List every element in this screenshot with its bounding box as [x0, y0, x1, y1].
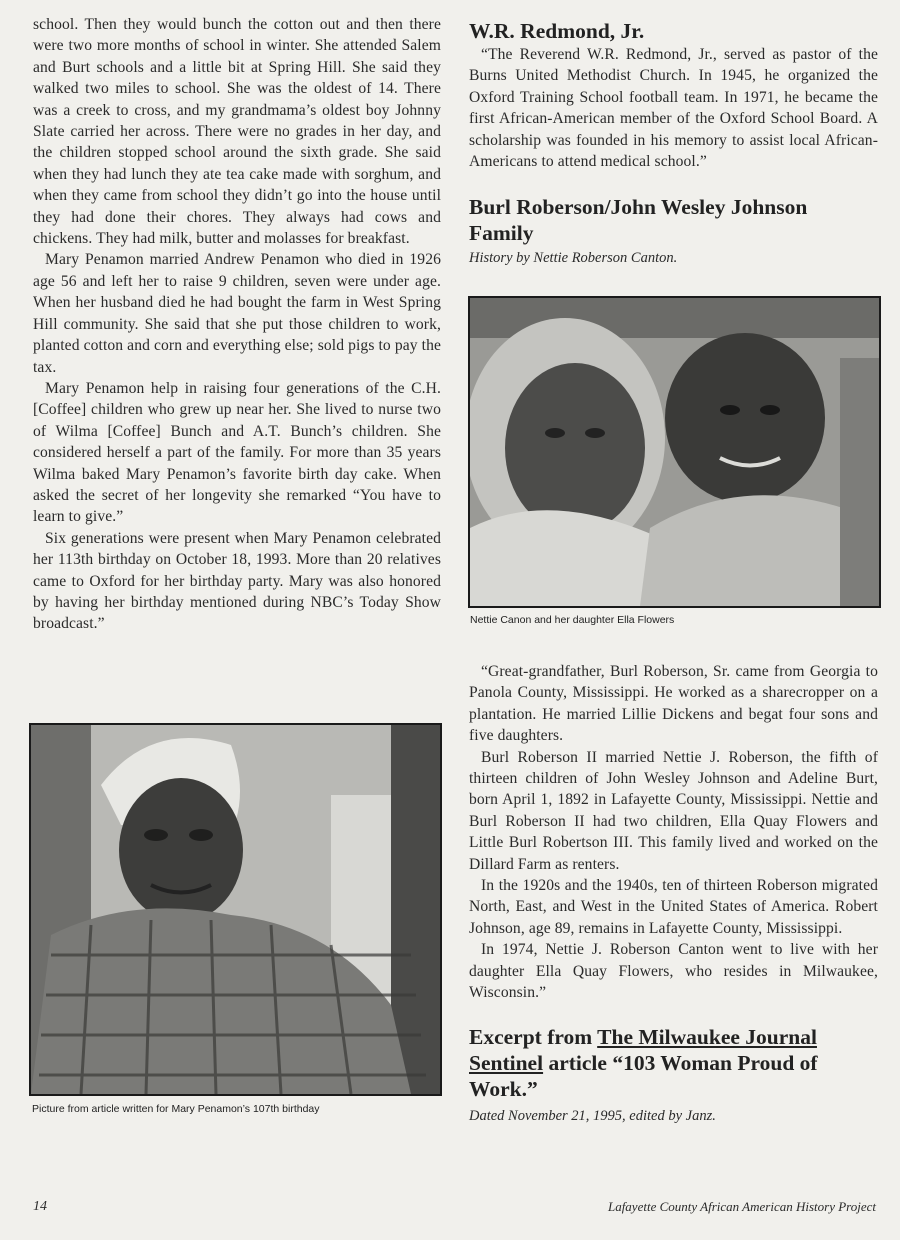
section-heading: W.R. Redmond, Jr.	[469, 19, 645, 43]
paragraph: Six generations were present when Mary Penamon celebrated her 113th birthday on October 18, 1993. More than 20 relatives came to Oxford for her birthday party. Mary was also honored by having her birthday mentioned during NBC’s Today Show broadcast.”	[33, 529, 441, 633]
newspaper-title: The Milwaukee Journal Sentinel	[469, 1024, 817, 1075]
heading-prefix: Excerpt from	[469, 1024, 598, 1049]
page-number: 14	[33, 1199, 47, 1214]
byline: History by Nettie Roberson Canton.	[469, 250, 678, 267]
paragraph: “The Reverend W.R. Redmond, Jr., served as pastor of the Burns United Methodist Church. In 1945, he organized the Oxford Training School football team. In 1971, he became the first African-American member of the Oxford School Board. A scholarship was founded in his memory to assist local African-Americans to attend medical school.”	[469, 46, 878, 171]
right-column-lower	[469, 661, 878, 1126]
paragraph: school. Then they would bunch the cotton out and then there were two more months of school in winter. She attended Salem and Burt schools and a little bit at Spring Hill. She said they walked two miles to school. She was the oldest of 14. There was a creek to cross, and my grandmama’s oldest boy Johnny Slate carried her across. There were no grades in her day, and the children stopped school around the sixth grade. She said when they had lunch they ate tea cake made with sorghum, and when they came from school they didn’t go into the house until they had done their chores. They always had cows and chickens. They had milk, butter and molasses for breakfast.	[33, 16, 441, 248]
byline: Dated November 21, 1995, edited by Janz.	[469, 1107, 716, 1124]
paragraph: Burl Roberson II married Nettie J. Roberson, the fifth of thirteen children of John Wesley Johnson and Adeline Burt, born April 1, 1892 in Lafayette County, Mississippi. Nettie and Burl Roberson II had two children, Ella Quay Flowers and Little Burl Robertson III. This family lived and worked on the Dillard Farm as renters.	[469, 748, 878, 873]
section-heading: Burl Roberson/John Wesley Johnson Family	[469, 195, 808, 246]
photo-caption: Picture from article written for Mary Penamon’s 107th birthday	[32, 1103, 320, 1115]
left-column	[33, 14, 441, 635]
photo-caption: Nettie Canon and her daughter Ella Flowers	[470, 614, 675, 626]
nettie-ella-photo	[468, 296, 881, 608]
right-column	[469, 14, 878, 268]
paragraph: Mary Penamon married Andrew Penamon who died in 1926 age 56 and left her to raise 9 children, seven were under age. When her husband died he had bought the farm in West Spring Hill community. She said that she put those children to work, planted cotton and corn and everything else; sold pigs to pay the tax.	[33, 251, 441, 376]
mary-penamon-photo	[29, 723, 442, 1096]
publication-title: Lafayette County African American History Project	[607, 1199, 876, 1214]
paragraph: In the 1920s and the 1940s, ten of thirteen Roberson migrated North, East, and West in the United States of America. Robert Johnson, age 89, remains in Lafayette County, Mississippi.	[469, 877, 878, 937]
section-heading	[469, 1024, 839, 1102]
paragraph: “Great-grandfather, Burl Roberson, Sr. came from Georgia to Panola County, Mississippi. He worked as a sharecropper on a plantation. He married Lillie Dickens and begat four sons and five daughters.	[469, 663, 878, 745]
paragraph: In 1974, Nettie J. Roberson Canton went to live with her daughter Ella Quay Flowers, who resides in Milwaukee, Wisconsin.”	[469, 941, 878, 1002]
heading-suffix: article “103 Woman Proud of Work.”	[469, 1050, 818, 1101]
paragraph: Mary Penamon help in raising four generations of the C.H. [Coffee] children who grew up near her. She lived to nurse two of Wilma [Coffee] Bunch and A.T. Bunch’s children. She considered herself a part of the family. For more than 35 years Wilma baked Mary Penamon’s favorite birth day cake. When asked the secret of her longevity she remarked “You have to learn to give.”	[33, 379, 441, 526]
